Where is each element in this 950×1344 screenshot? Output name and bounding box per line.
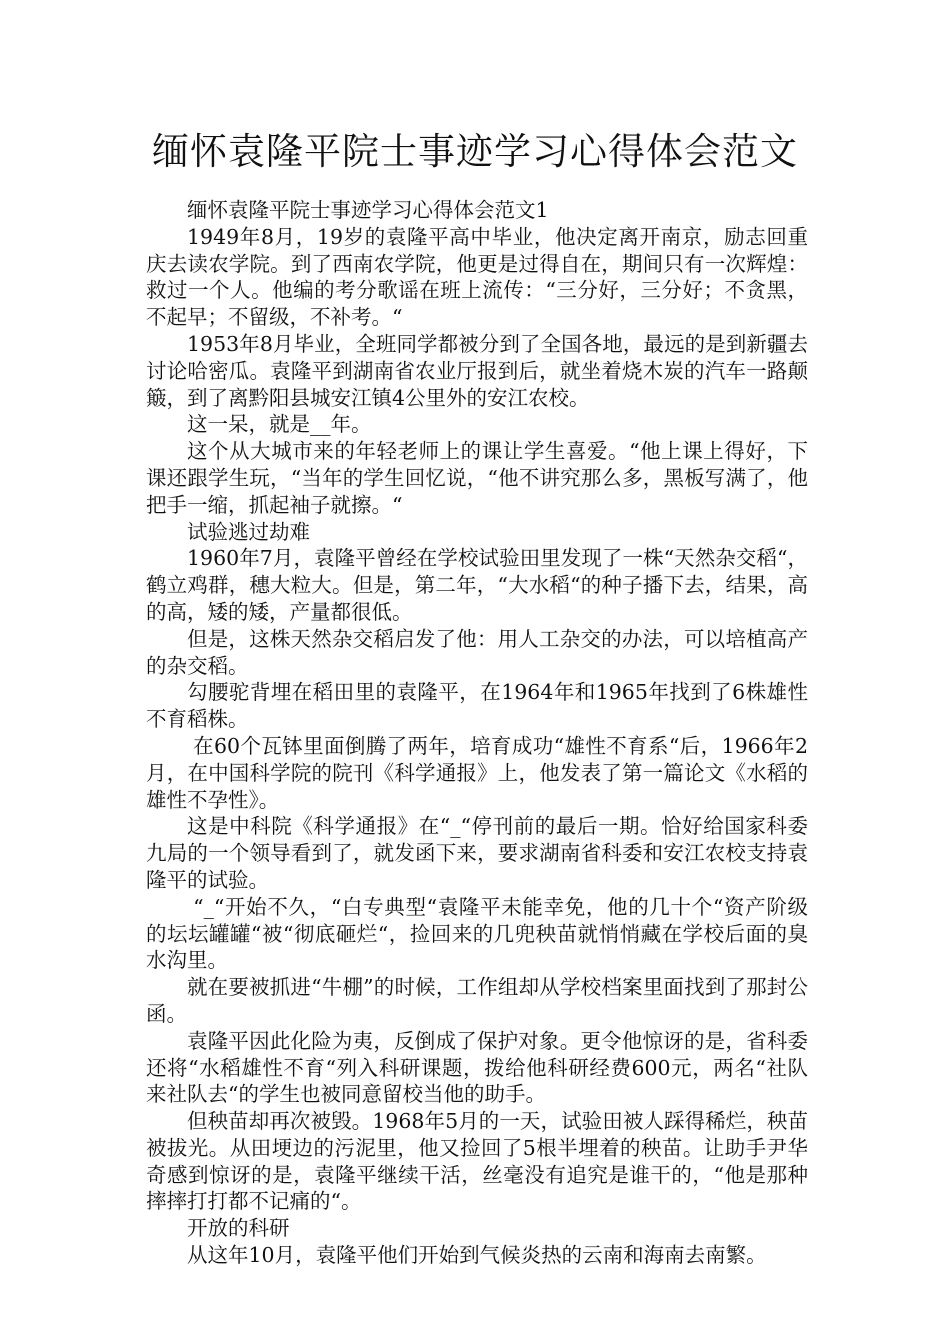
body-paragraph: 1953年8月毕业，全班同学都被分到了全国各地，最远的是到新疆去讨论哈密瓜。袁隆平到湖南省农业厅报到后，就坐着烧木炭的汽车一路颠簸，到了离黔阳县城安江镇4公里外的安江农校。 — [146, 331, 808, 410]
body-paragraph: 1949年8月，19岁的袁隆平高中毕业，他决定离开南京，励志回重庆去读农学院。到了西南农学院，他更是过得自在，期间只有一次辉煌：救过一个人。他编的考分歌谣在班上流传：“三分好，三分好；不贪黑，不起早；不留级，不补考。“ — [146, 224, 808, 330]
body-paragraph: 勾腰驼背埋在稻田里的袁隆平，在1964年和1965年找到了6株雄性不育稻株。 — [146, 680, 808, 732]
body-paragraph: 这一呆，就是__年。 — [187, 412, 372, 437]
body-paragraph: 但秧苗却再次被毁。1968年5月的一天，试验田被人踩得稀烂，秧苗被拔光。从田埂边的污泥里，他又捡回了5根半埋着的秧苗。让助手尹华奇感到惊讶的是，袁隆平继续干活，丝毫没有追究是谁干的，“他是那种摔摔打打都不记痛的“。 — [146, 1109, 808, 1214]
body-paragraph: 但是，这株天然杂交稻启发了他：用人工杂交的办法，可以培植高产的杂交稻。 — [146, 626, 808, 678]
section-heading: 缅怀袁隆平院士事迹学习心得体会范文1 — [187, 198, 549, 222]
body-paragraph: 就在要被抓进“牛棚”的时候，工作组却从学校档案里面找到了那封公函。 — [146, 975, 808, 1026]
body-paragraph: “_“开始不久，“白专典型“袁隆平未能幸免，他的几十个“资产阶级的坛坛罐罐“被“彻底砸烂“，捡回来的几兜秧苗就悄悄藏在学校后面的臭水沟里。 — [146, 894, 808, 973]
body-paragraph: 这是中科院《科学通报》在“_“停刊前的最后一期。恰好给国家科委九局的一个领导看到了，就发函下来，要求湖南省科委和安江农校支持袁隆平的试验。 — [146, 814, 808, 892]
body-paragraph: 从这年10月，袁隆平他们开始到气候炎热的云南和海南去南繁。 — [187, 1243, 767, 1268]
body-paragraph: 在60个瓦钵里面倒腾了两年，培育成功“雄性不育系“后，1966年2月，在中国科学院的院刊《科学通报》上，他发表了第一篇论文《水稻的雄性不孕性》。 — [146, 733, 808, 812]
section-heading: 试验逃过劫难 — [187, 519, 310, 544]
document-title: 缅怀袁隆平院士事迹学习心得体会范文 — [152, 130, 798, 173]
body-paragraph: 这个从大城市来的年轻老师上的课让学生喜爱。“他上课上得好，下课还跟学生玩，“当年的学生回忆说，“他不讲究那么多，黑板写满了，他把手一缩，抓起袖子就擦。“ — [146, 439, 808, 517]
section-heading: 开放的科研 — [187, 1216, 290, 1241]
body-paragraph: 袁隆平因此化险为夷，反倒成了保护对象。更令他惊讶的是，省科委还将“水稻雄性不育“列入科研课题，拨给他科研经费600元，两名“社队来社队去“的学生也被同意留校当他的助手。 — [146, 1028, 808, 1107]
body-paragraph: 1960年7月，袁隆平曾经在学校试验田里发现了一株“天然杂交稻“，鹤立鸡群，穗大粒大。但是，第二年，“大水稻“的种子播下去，结果，高的高，矮的矮，产量都很低。 — [146, 546, 808, 624]
document-body — [146, 197, 808, 1269]
